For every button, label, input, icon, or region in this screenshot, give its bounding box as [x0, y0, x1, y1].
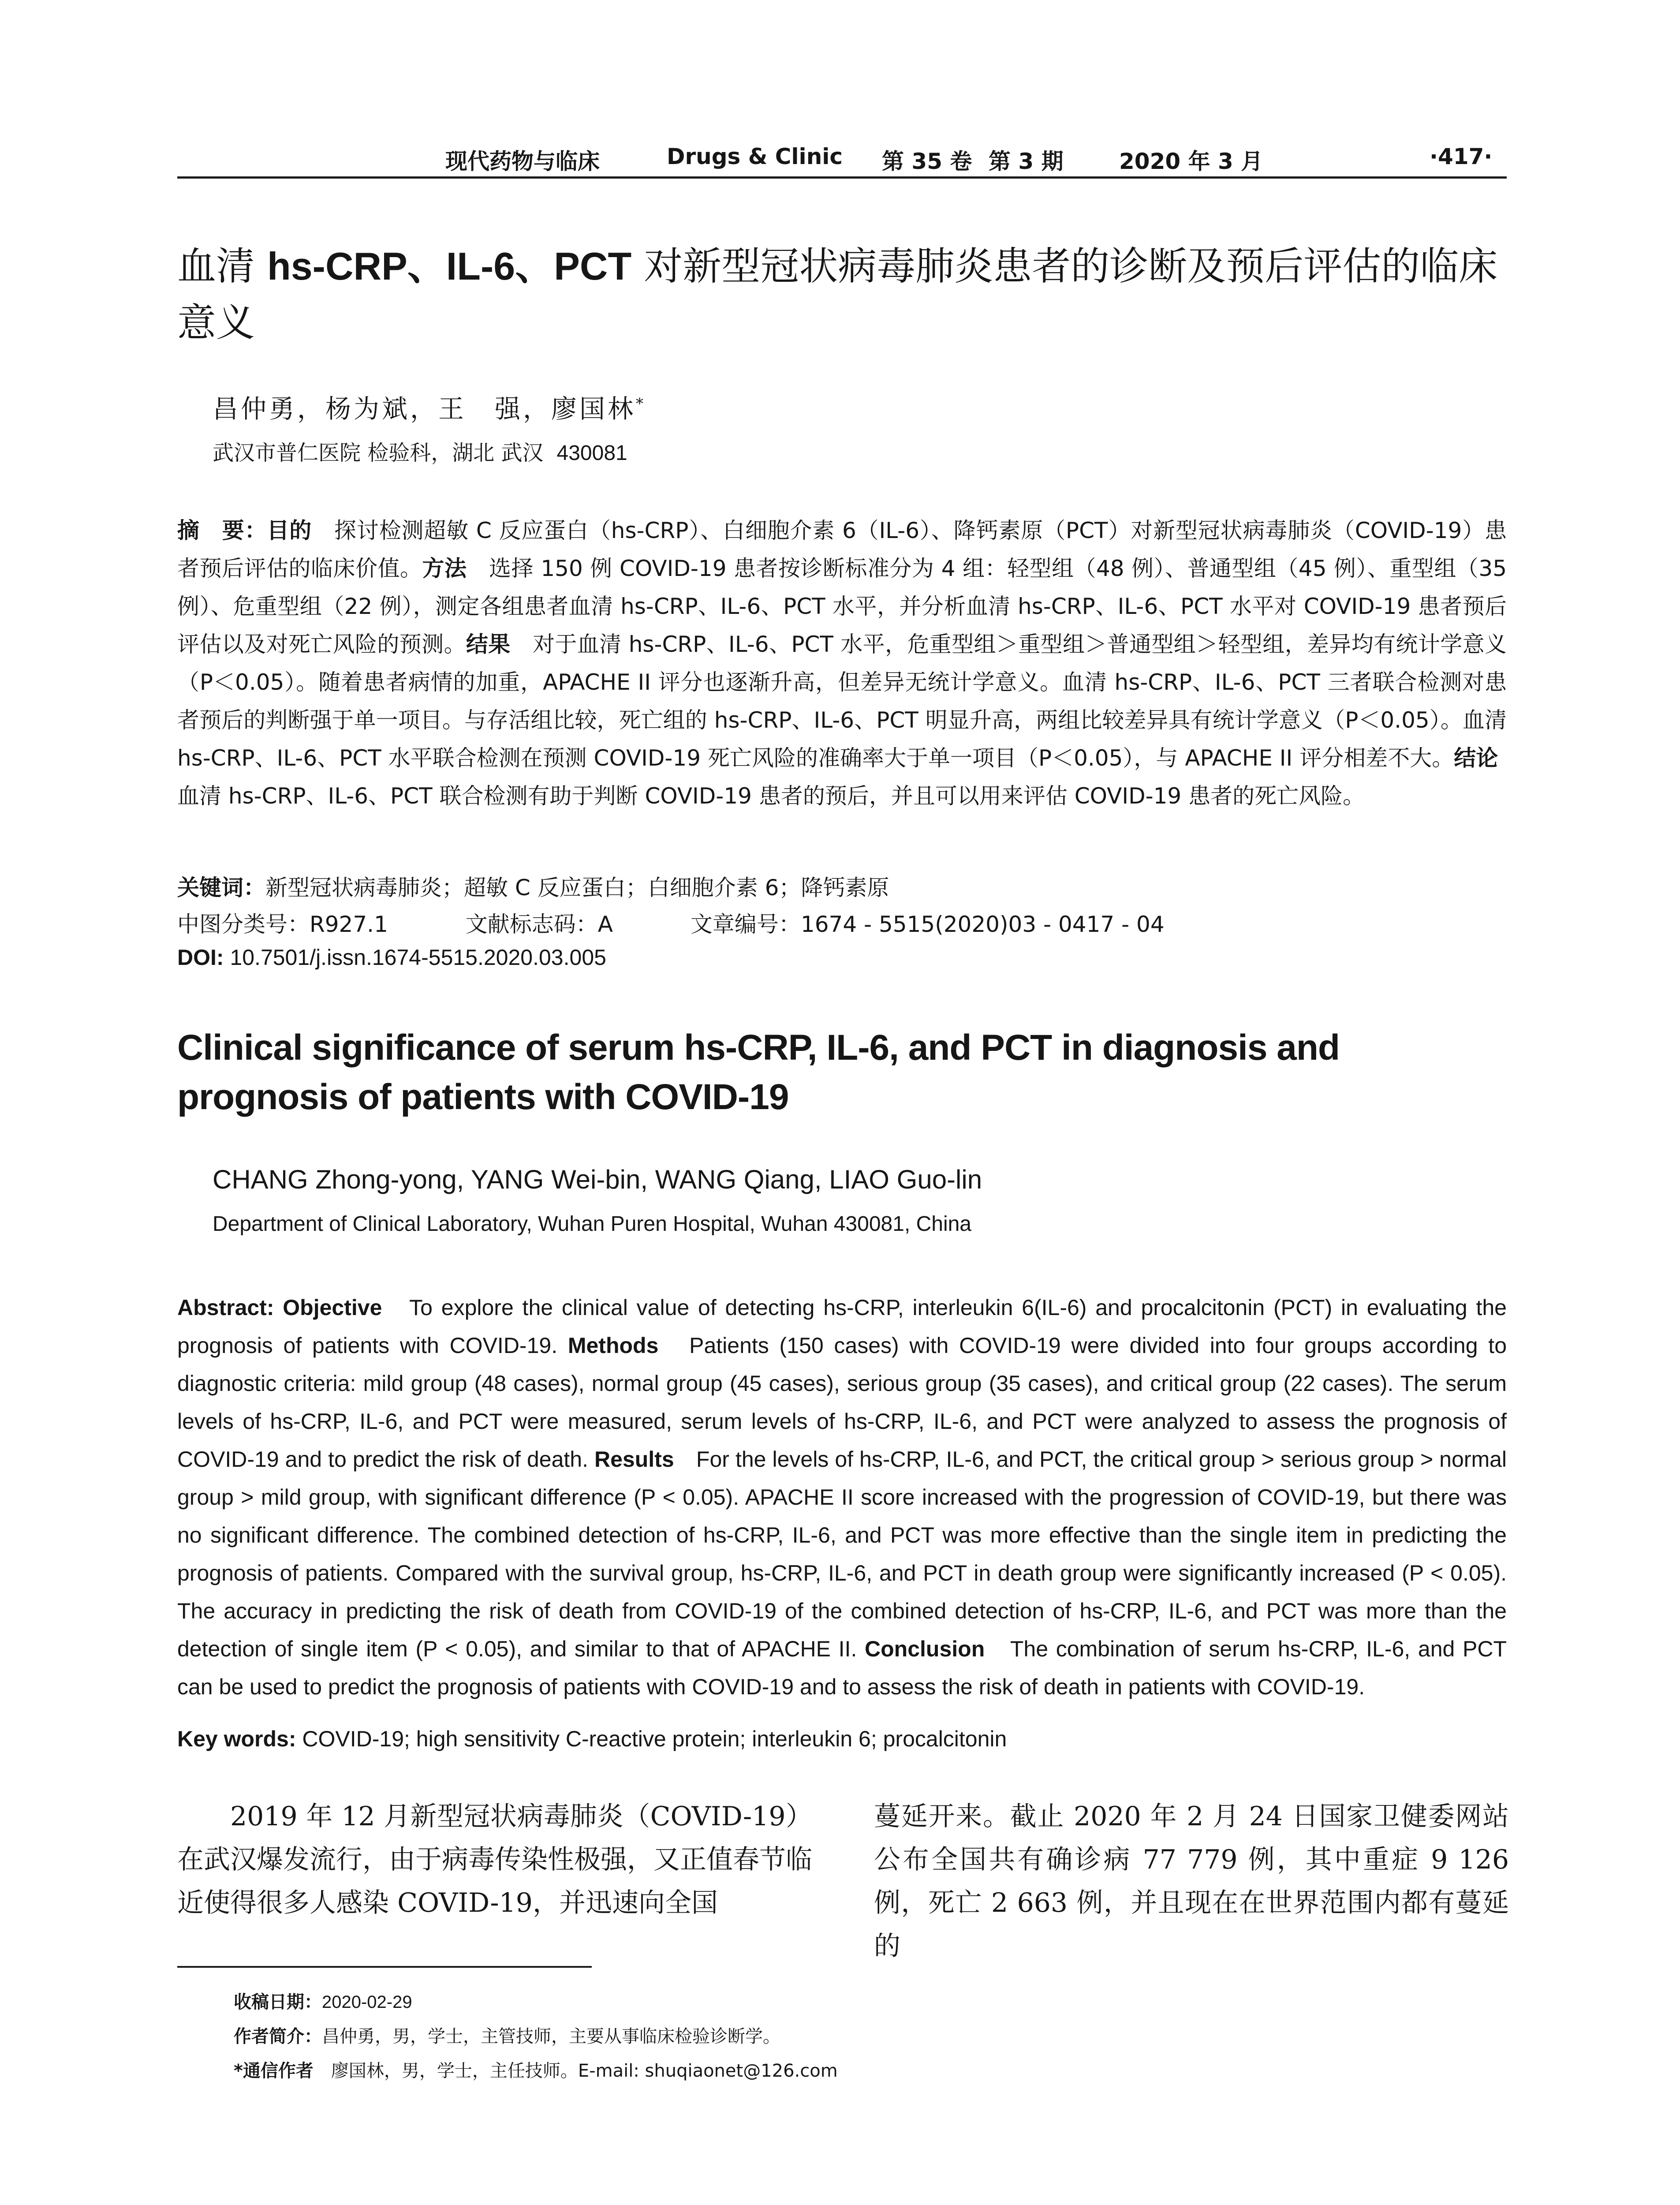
abstract-cn-results: 对于血清 hs-CRP、IL-6、PCT 水平，危重型组＞重型组＞普通型组＞轻型组，差异均有统计学意义（P＜0.05）。随着患者病情的加重，APACHE II 评分也逐渐升高，但差异无统计学意义。血清 hs-CRP、IL-6、PCT 三者联合检测对患者预后的判断强于单一项目。与存活组比较，死亡组的 hs-CRP、IL-6、PCT 明显升高，两组比较差异具有统计学意义（P＜0.05）。血清 hs-CRP、IL-6、PCT 水平联合检测在预测 COVID-19 死亡风险的准确率大于单一项目（P＜0.05），与 APACHE II 评分相差不大。 [177, 632, 1507, 771]
issue: 第 3 期 [989, 149, 1064, 174]
footnote-received-label: 收稿日期： [234, 1992, 322, 2012]
footnote-divider [177, 1966, 592, 1968]
body-column-right: 蔓延开来。截止 2020 年 2 月 24 日国家卫健委网站公布全国共有确诊病 77 779 例，其中重症 9 126 例，死亡 2 663 例，并且现在在世界范围内都有蔓延的 [874, 1801, 1509, 1962]
volume: 第 35 卷 [882, 149, 972, 174]
authors-cn-names: 昌仲勇，杨为斌，王 强，廖国林 [213, 394, 636, 424]
footnote-corresponding [234, 2057, 838, 2082]
authors-cn [213, 388, 646, 425]
footnote-author-text: 昌仲勇，男，学士，主管技师，主要从事临床检验诊断学。 [322, 2026, 780, 2047]
abstract-cn [177, 512, 1520, 815]
footnote-received [234, 1988, 412, 2013]
authors-en: CHANG Zhong-yong, YANG Wei-bin, WANG Qiang, LIAO Guo-lin [213, 1165, 982, 1194]
keywords-en-text: COVID-19; high sensitivity C-reactive protein; interleukin 6; procalcitonin [296, 1727, 1007, 1751]
affiliation-cn-postcode: 430081 [556, 441, 627, 465]
doi-lead: DOI: [177, 945, 224, 970]
keywords-cn-lead: 关键词： [177, 875, 265, 901]
abstract-en-conclusion: The combination of serum hs-CRP, IL-6, and PCT can be used to predict the prognosis of patients with COVID-19 and to assess the risk of death in patients with COVID-19. [177, 1637, 1507, 1699]
affiliation-cn [213, 436, 627, 466]
doi [177, 945, 606, 970]
body-column-left: 2019 年 12 月新型冠状病毒肺炎（COVID-19）在武汉爆发流行，由于病毒传染性极强，又正值春节临近使得很多人感染 COVID-19，并迅速向全国 [177, 1801, 812, 1918]
abstract-en-objective: To explore the clinical value of detecting hs-CRP, interleukin 6(IL-6) and procalcitonin (PCT) in evaluating the prognosis of patients with COVID-19. [177, 1295, 1507, 1358]
affiliation-en: Department of Clinical Laboratory, Wuhan Puren Hospital, Wuhan 430081, China [213, 1212, 971, 1236]
abstract-en-methods: Patients (150 cases) with COVID-19 were divided into four groups according to diagnostic criteria: mild group (48 cases), normal group (45 cases), serious group (35 cases), and critical group (22 cases). The serum levels of hs-CRP, IL-6, and PCT were measured, serum levels of hs-CRP, IL-6, and PCT were analyzed to assess the prognosis of COVID-19 and to predict the risk of death. [177, 1333, 1507, 1472]
title-cn [177, 238, 1509, 351]
issue-date: 2020 年 3 月 [1119, 149, 1263, 174]
footnote-corresponding-text: 廖国林，男，学士，主任技师。E-mail: shuqiaonet@126.com [313, 2061, 838, 2081]
abstract-cn-results-label: 结果 [466, 632, 511, 657]
abstract-en [177, 1289, 1507, 1706]
running-header [177, 140, 1507, 179]
article-number: 文章编号：1674 - 5515(2020)03 - 0417 - 04 [690, 912, 1165, 937]
abstract-en-results: For the levels of hs-CRP, IL-6, and PCT, the critical group > serious group > normal group > mild group, with significant difference (P < 0.05). APACHE II score increased with the progression of COVID-19, but there was no significant difference. The combined detection of hs-CRP, IL-6, and PCT was more effective than the single item in predicting the prognosis of patients. Compared with the survival group, hs-CRP, IL-6, and PCT in death group were significantly increased (P < 0.05). The accuracy in predicting the risk of death from COVID-19 of the combined detection of hs-CRP, IL-6, and PCT was more than the detection of single item (P < 0.05), and similar to that of APACHE II. [177, 1447, 1507, 1661]
abstract-cn-conclusion: 血清 hs-CRP、IL-6、PCT 联合检测有助于判断 COVID-19 患者的预后，并且可以用来评估 COVID-19 患者的死亡风险。 [177, 745, 1520, 809]
abstract-cn-objective-label: 目的 [267, 518, 312, 543]
abstract-cn-conclusion-label: 结论 [1454, 745, 1498, 771]
title-en: Clinical significance of serum hs-CRP, IL-6, and PCT in diagnosis and prognosis of patients with COVID-19 [177, 1028, 1340, 1117]
footnote-received-date: 2020-02-29 [322, 1992, 412, 2012]
journal-name-cn: 现代药物与临床 [445, 149, 600, 174]
footnote-author [234, 2022, 780, 2048]
clc-number: 中图分类号：R927.1 [177, 912, 388, 937]
title-cn-part2: 对新型冠状病毒肺炎患者的诊断及预后评估的临床意义 [177, 243, 1498, 345]
keywords-en [177, 1720, 1507, 1758]
abstract-en-methods-label: Methods [567, 1333, 659, 1358]
abstract-en-lead: Abstract: Objective [177, 1295, 382, 1320]
document-code: 文献标志码：A [465, 912, 613, 937]
keywords-en-lead: Key words: [177, 1727, 296, 1751]
doi-value: 10.7501/j.issn.1674-5515.2020.03.005 [224, 945, 606, 970]
affiliation-cn-text: 武汉市普仁医院 检验科，湖北 武汉 [213, 441, 544, 465]
abstract-cn-lead: 摘 要： [177, 518, 267, 543]
abstract-cn-objective: 探讨检测超敏 C 反应蛋白（hs-CRP）、白细胞介素 6（IL-6）、降钙素原（PCT）对新型冠状病毒肺炎（COVID-19）患者预后评估的临床价值。 [177, 518, 1507, 581]
abstract-cn-methods: 选择 150 例 COVID-19 患者按诊断标准分为 4 组：轻型组（48 例）、普通型组（45 例）、重型组（35 例）、危重型组（22 例），测定各组患者血清 hs-CRP、IL-6、PCT 水平，并分析血清 hs-CRP、IL-6、PCT 水平对 COVID-19 患者预后评估以及对死亡风险的预测。 [177, 556, 1507, 657]
classification-row [177, 907, 1235, 938]
corresponding-mark: * [636, 395, 646, 413]
title-cn-markers: hs-CRP、IL-6、PCT [267, 244, 632, 288]
journal-name-en: Drugs & Clinic [667, 144, 843, 169]
footnote-author-label: 作者简介： [234, 2026, 322, 2047]
abstract-en-results-label: Results [594, 1447, 674, 1472]
keywords-cn [177, 869, 1507, 907]
title-cn-part1: 血清 [177, 243, 267, 289]
page-number: ·417· [1430, 144, 1493, 169]
abstract-cn-methods-label: 方法 [422, 556, 467, 581]
abstract-en-conclusion-label: Conclusion [865, 1637, 985, 1661]
footnote-corresponding-label: *通信作者 [234, 2061, 314, 2081]
keywords-cn-text: 新型冠状病毒肺炎；超敏 C 反应蛋白；白细胞介素 6；降钙素原 [265, 875, 889, 901]
